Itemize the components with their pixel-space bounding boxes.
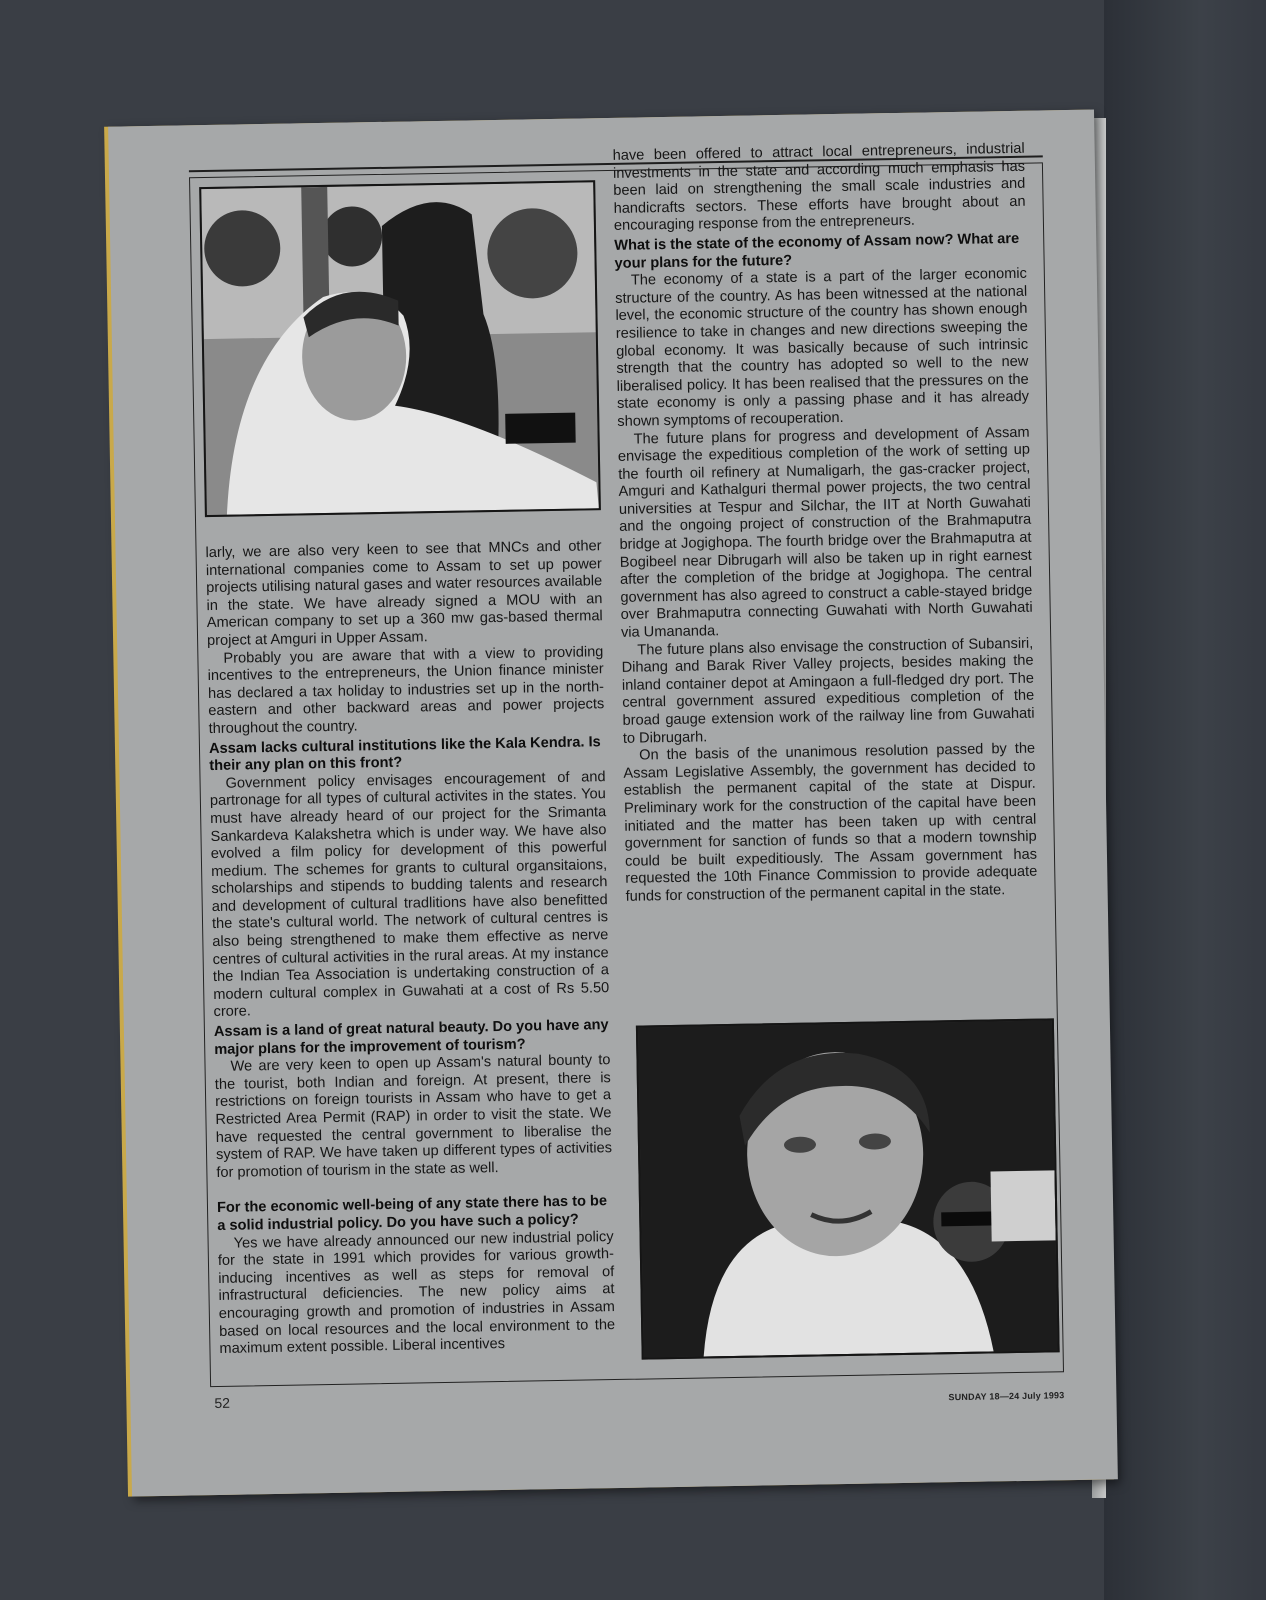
paragraph: have been offered to attract local entrepreneurs, industrial investments in the state and according much emphasis has been laid on strengthening the small scale industries and handicrafts sectors. These efforts have brought about an encouraging response from the entrepreneurs. <box>612 140 1026 235</box>
paragraph: The future plans also envisage the construction of Subansiri, Dihang and Barak River Valley projects, besides making the inland container depot at Amingaon a full-fledged dry port. The central government assured expeditious completion of the broad gauge extension work of the railway line from Guwahati to Dibrugarh. <box>621 635 1035 747</box>
running-footer: SUNDAY 18—24 July 1993 <box>948 1390 1065 1403</box>
left-text-column <box>205 538 615 1359</box>
paragraph: The future plans for progress and development of Assam envisage the expeditious completion of the work of setting up the fourth oil refinery at Numaligarh, the gas-cracker project, Amguri and Kathalguri thermal power projects, the two central universities at Tespur and Silchar, the IIT at North Guwahati and the ongoing project of construction of the Brahmaputra bridge at Jogighopa. The fourth bridge over the Brahmaputra at Bogibeel near Dibrugarh will also be taken up in right earnest after the completion of the bridge at Jogighopa. The central government has also agreed to construct a cable-stayed bridge over Brahmaputra connecting Guwahati with North Guwahati via Umananda. <box>617 424 1033 641</box>
interview-question: Assam is a land of great natural beauty. Do you have any major plans for the improvement of tourism? <box>213 1017 609 1058</box>
magazine-page <box>108 110 1118 1497</box>
photo-minister-speaking <box>199 180 601 517</box>
paragraph: On the basis of the unanimous resolution passed by the Assam Legislative Assembly, the government has decided to establish the permanent capital of the state at Dispur. Preliminary work for the construction of the capital have been initiated and the matter has been taken up with central government for sanction of funds so that a modern township could be built expeditiously. The Assam government has requested the 10th Finance Commission to provide adequate funds for construction of the permanent capital in the state. <box>623 740 1038 905</box>
interview-question: Assam lacks cultural institutions like the Kala Kendra. Is their any plan on this front? <box>208 733 601 775</box>
page-number: 52 <box>214 1394 231 1412</box>
paragraph: larly, we are also very keen to see that MNCs and other international companies come to Assam to set up power projects utilising natural gases and water resources available in the state. We have already signed a MOU with an American company to set up a 360 mw gas-based thermal project at Amguri in Upper Assam. <box>205 538 603 650</box>
paragraph: We are very keen to open up Assam's natural bounty to the tourist, both Indian and foreign. At present, there is restrictions on foreign tourists in Assam who have to get a Restricted Area Permit (RAP) in order to visit the state. We have requested the central government to liberalise the system of RAP. We have taken up different types of activities for promotion of tourism in the state as well. <box>214 1052 613 1181</box>
interview-question: For the economic well-being of any state there has to be a solid industrial policy. Do you have such a policy? <box>216 1193 608 1234</box>
background-right <box>1104 0 1266 1600</box>
paragraph: Government policy envisages encouragement of and partronage for all types of cultural activites in the states. You must have already heard of our project for the Srimanta Sankardeva Kalakshetra which is under way. We have also evolved a film policy for development of this powerful medium. The schemes for grants to cultural organsitaions, scholarships and stipends to budding talents and research and development of cultural tradlitions have also benefitted the state's cultural world. The network of cultural centres is also being strengthened to make them effective as nerve centres of cultural activities in the rural areas. At my instance the Indian Tea Association is undertaking construction of a modern cultural complex in Guwahati at a cost of Rs 5.50 crore. <box>209 768 610 1021</box>
photo-minister-portrait <box>636 1018 1060 1359</box>
interview-question: What is the state of the economy of Assam now? What are your plans for the future? <box>614 230 1020 272</box>
paragraph: The economy of a state is a part of the larger economic structure of the country. As has been witnessed at the national level, the economic structure of the country has shown enough resilience to take in changes and new directions sweeping the global economy. It was basically because of such intrinsic strength that the country has adopted so well to the new liberalised policy. It has been realised that the pressures on the state economy is only a passing phase and it has already shown symptoms of recouperation. <box>615 265 1030 430</box>
paragraph: Yes we have already announced our new industrial policy for the state in 1991 which provides for various growth-inducing incentives as well as steps for removal of infrastructural deficiencies. The new policy aims at encouraging growth and promotion of industries in Assam based on local resources and the local environment to the maximum extent possible. Liberal incentives <box>217 1228 616 1358</box>
right-text-column <box>613 141 1038 907</box>
paragraph: Probably you are aware that with a view to providing incentives to the entrepreneurs, the Union finance minister has declared a tax holiday to industries set up in the north-eastern and other backward areas and power projects throughout the country. <box>207 643 605 737</box>
